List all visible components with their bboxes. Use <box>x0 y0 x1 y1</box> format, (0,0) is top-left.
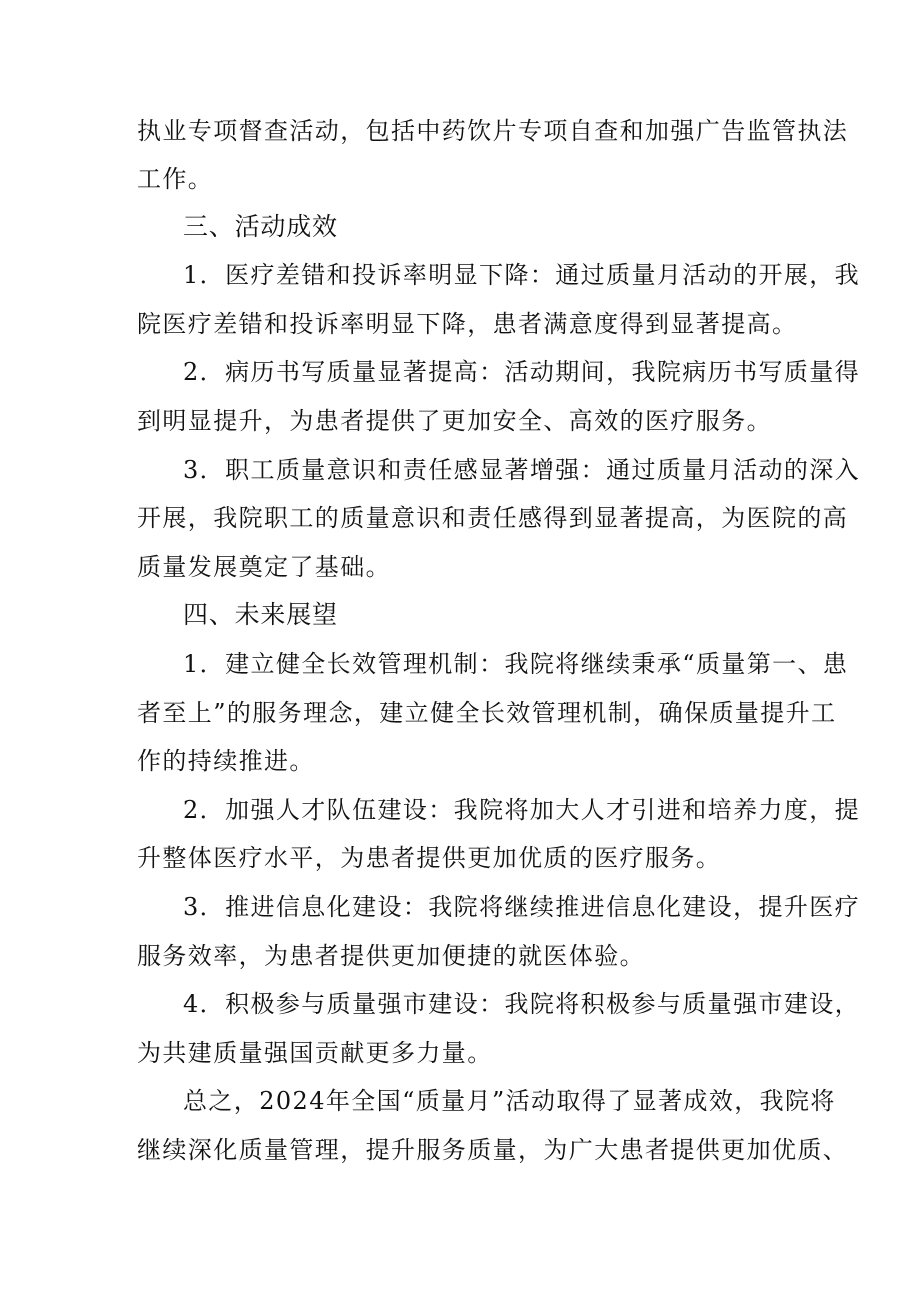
paragraph-line: 者至上”的服务理念，建立健全长效管理机制，确保质量提升工 <box>137 699 837 727</box>
paragraph-line: 作的持续推进。 <box>137 747 315 775</box>
paragraph-line: 2．加强人才队伍建设：我院将加大人才引进和培养力度，提 <box>183 796 861 824</box>
paragraph-line: 工作。 <box>137 165 214 193</box>
paragraph-line: 为共建质量强国贡献更多力量。 <box>137 1039 493 1067</box>
paragraph-line: 执业专项督查活动，包括中药饮片专项自查和加强广告监管执法 <box>137 117 849 145</box>
paragraph-line: 1．建立健全长效管理机制：我院将继续秉承“质量第一、患 <box>183 650 849 678</box>
paragraph-line: 3．职工质量意识和责任感显著增强：通过质量月活动的深入 <box>183 456 861 484</box>
paragraph-line: 3．推进信息化建设：我院将继续推进信息化建设，提升医疗 <box>183 893 861 921</box>
paragraph-line: 4．积极参与质量强市建设：我院将积极参与质量强市建设， <box>183 990 861 1018</box>
paragraph-line: 服务效率，为患者提供更加便捷的就医体验。 <box>137 942 645 970</box>
paragraph-line: 院医疗差错和投诉率明显下降，患者满意度得到显著提高。 <box>137 310 798 338</box>
paragraph-line: 到明显提升，为患者提供了更加安全、高效的医疗服务。 <box>137 407 772 435</box>
section-heading-results: 三、活动成效 <box>183 212 338 241</box>
paragraph-line: 质量发展奠定了基础。 <box>137 553 391 581</box>
paragraph-line: 继续深化质量管理，提升服务质量，为广大患者提供更加优质、 <box>137 1136 849 1164</box>
paragraph-line: 1．医疗差错和投诉率明显下降：通过质量月活动的开展，我 <box>183 261 861 289</box>
paragraph-line: 开展，我院职工的质量意识和责任感得到显著提高，为医院的高 <box>137 504 849 532</box>
paragraph-line: 2．病历书写质量显著提高：活动期间，我院病历书写质量得 <box>183 358 861 386</box>
section-heading-future: 四、未来展望 <box>183 600 338 629</box>
paragraph-line: 总之，2024年全国“质量月”活动取得了显著成效，我院将 <box>183 1087 836 1115</box>
paragraph-line: 升整体医疗水平，为患者提供更加优质的医疗服务。 <box>137 844 722 872</box>
